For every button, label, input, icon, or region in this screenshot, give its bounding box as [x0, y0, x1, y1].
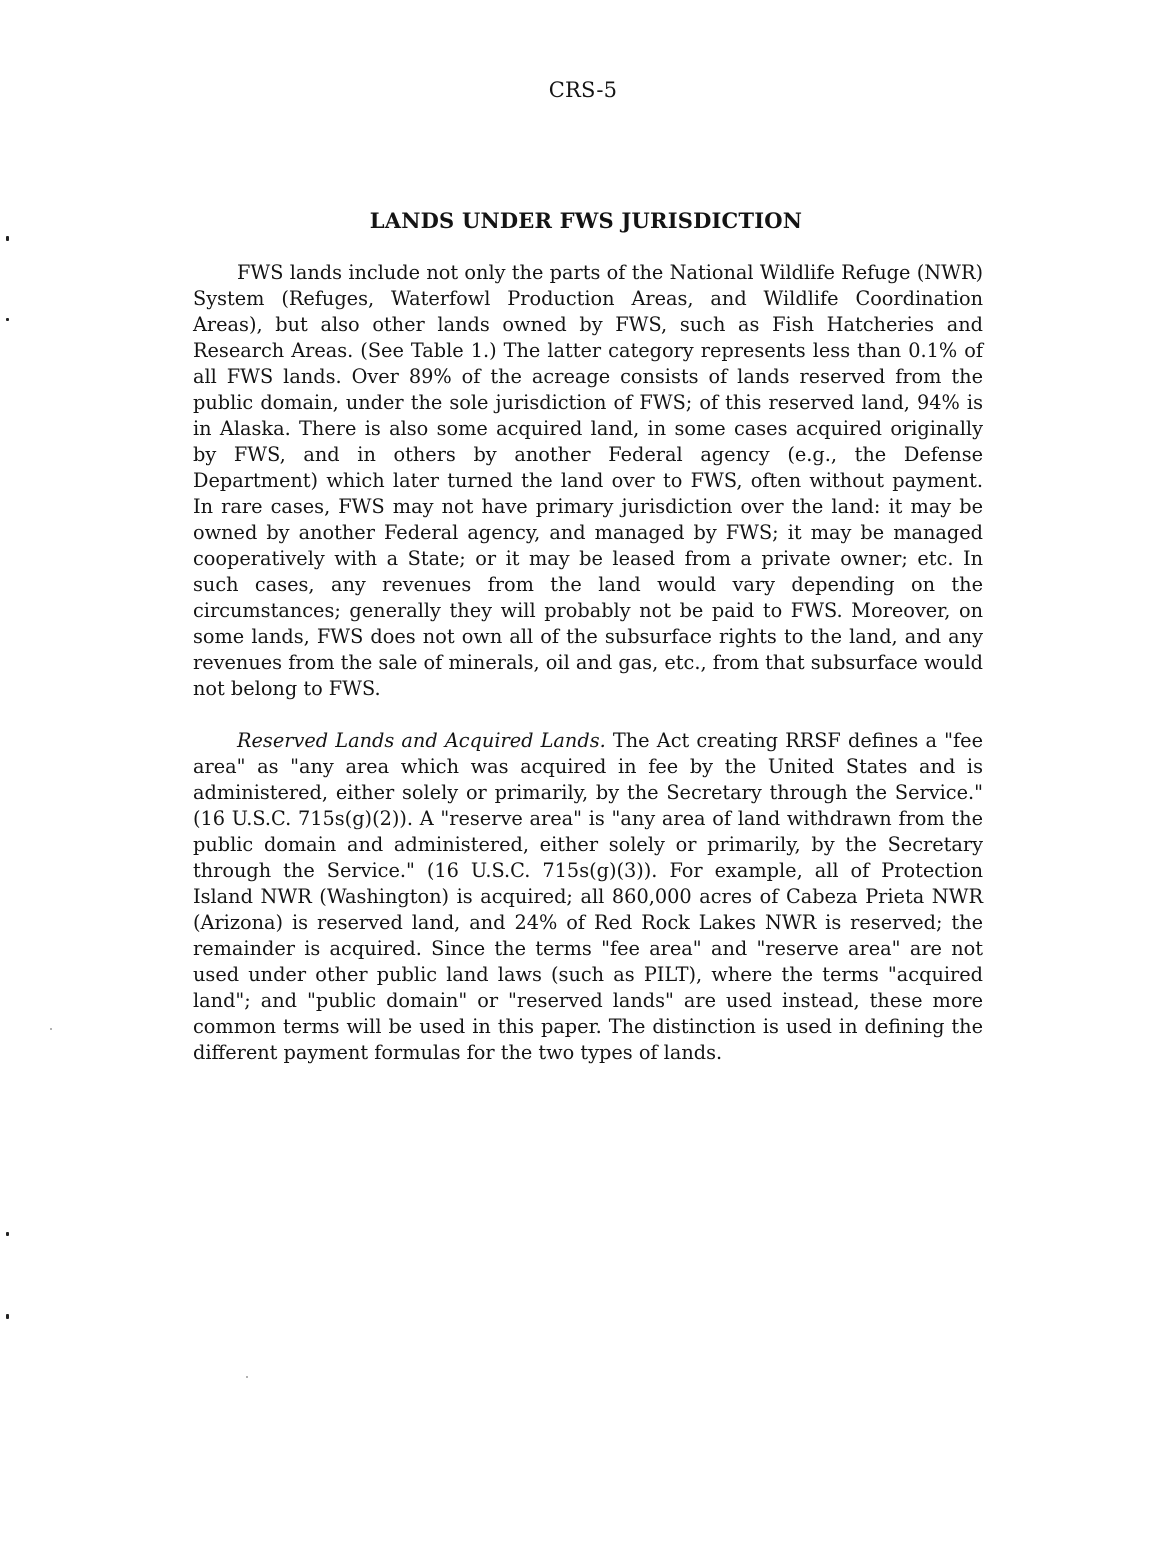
section-heading: LANDS UNDER FWS JURISDICTION: [369, 208, 803, 233]
body-paragraph-fws-lands: FWS lands include not only the parts of the National Wildlife Refuge (NWR) System (Refuges, Waterfowl Production Areas, and Wildlife Coordination Areas), but also other lands owned by FWS, such as Fish Hatcheries and Research Areas. (See Table 1.) The latter category represents less than 0.1% of all FWS lands. Over 89% of the acreage consists of lands reserved from the public domain, under the sole jurisdiction of FWS; of this reserved land, 94% is in Alaska. There is also some acquired land, in some cases acquired originally by FWS, and in others by another Federal agency (e.g., the Defense Department) which later turned the land over to FWS, often without payment. In rare cases, FWS may not have primary jurisdiction over the land: it may be owned by another Federal agency, and managed by FWS; it may be managed cooperatively with a State; or it may be leased from a private owner; etc. In such cases, any revenues from the land would vary depending on the circumstances; generally they will probably not be paid to FWS. Moreover, on some lands, FWS does not own all of the subsurface rights to the land, and any revenues from the sale of minerals, oil and gas, etc., from that subsurface would not belong to FWS.: [193, 261, 983, 700]
body-paragraph-reserved-acquired: [193, 728, 983, 1066]
paragraph-body: The Act creating RRSF defines a "fee area" as "any area which was acquired in fee by the United States and is administered, either solely or primarily, by the Secretary through the Service." (16 U.S.C. 715s(g)(2)). A "reserve area" is "any area of land withdrawn from the public domain and administered, either solely or primarily, by the Secretary through the Service." (16 U.S.C. 715s(g)(3)). For example, all of Protection Island NWR (Washington) is acquired; all 860,000 acres of Cabeza Prieta NWR (Arizona) is reserved land, and 24% of Red Rock Lakes NWR is reserved; the remainder is acquired. Since the terms "fee area" and "reserve area" are not used under other public land laws (such as PILT), where the terms "acquired land"; and "public domain" or "reserved lands" are used instead, these more common terms will be used in this paper. The distinction is used in defining the different payment formulas for the two types of lands.: [193, 729, 983, 1064]
margin-mark: [6, 236, 9, 241]
margin-mark: [6, 1232, 9, 1236]
page-number: CRS-5: [548, 78, 618, 102]
scan-speck: [246, 1376, 248, 1378]
margin-mark: [6, 318, 9, 321]
margin-mark: [6, 1314, 9, 1319]
scan-speck: [50, 1028, 52, 1030]
paragraph-lead-in: Reserved Lands and Acquired Lands.: [237, 729, 606, 752]
